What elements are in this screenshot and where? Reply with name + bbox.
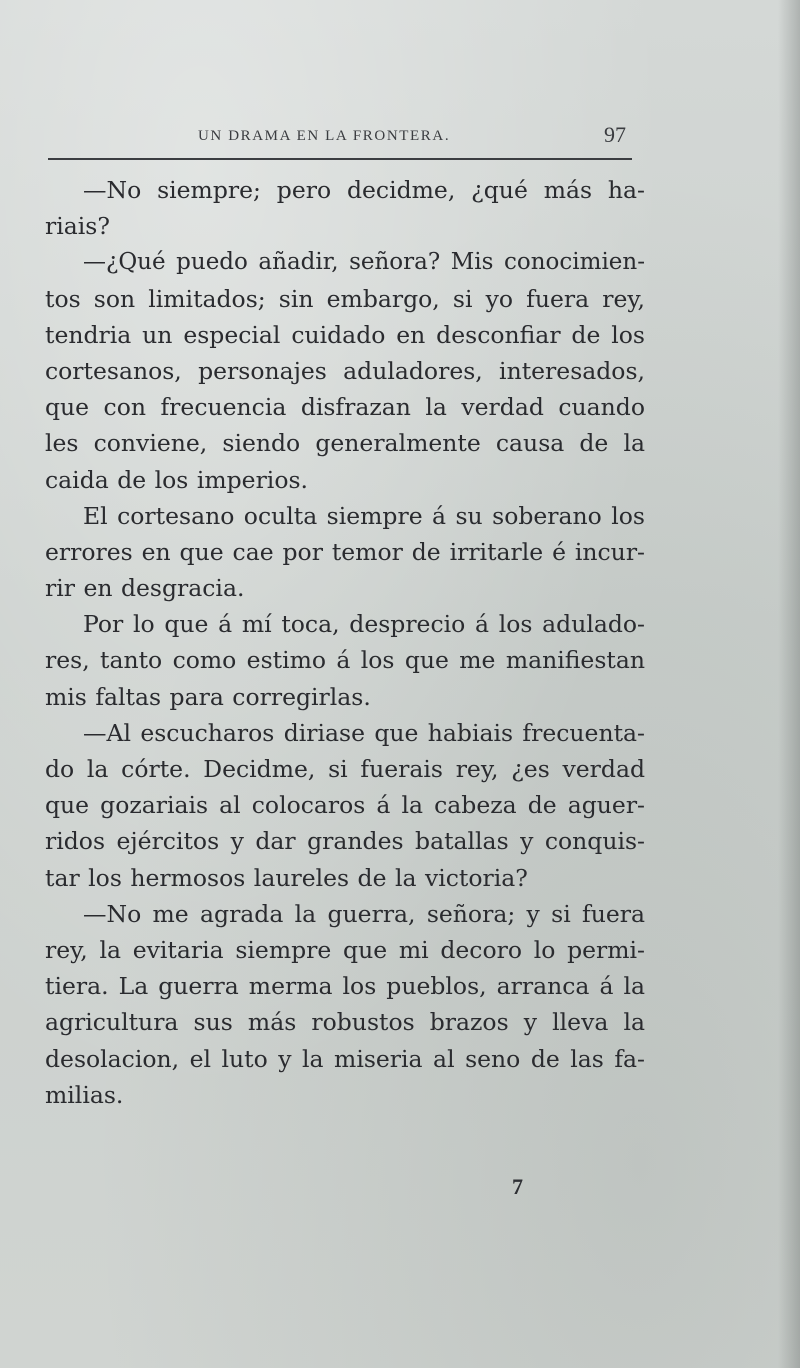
text-line: riais? [45, 212, 110, 241]
text-line: ridos ejércitos y dar grandes batallas y conquis- [45, 827, 645, 856]
text-line: que con frecuencia disfrazan la verdad cuando [45, 393, 645, 422]
text-line: —¿Qué puedo añadir, señora? Mis conocimien- [83, 249, 645, 276]
body-text [45, 172, 645, 1113]
text-line: errores en que cae por temor de irritarle é incur- [45, 537, 645, 566]
text-line: rey, la evitaria siempre que mi decoro lo permi- [45, 935, 645, 964]
text-line: agricultura sus más robustos brazos y lleva la [45, 1008, 645, 1037]
signature-mark: 7 [512, 1174, 523, 1199]
text-line: les conviene, siendo generalmente causa de la [45, 429, 645, 458]
text-line: tiera. La guerra merma los pueblos, arranca á la [45, 972, 645, 1001]
text-line: milias. [45, 1080, 124, 1109]
text-line: Por lo que á mí toca, desprecio á los adulado- [83, 610, 645, 639]
text-line: mis faltas para corregirlas. [45, 682, 371, 711]
page-edge-shadow [778, 0, 800, 1368]
text-line: que gozariais al colocaros á la cabeza de aguer- [45, 791, 645, 820]
text-line: caida de los imperios. [45, 465, 309, 494]
text-line: do la córte. Decidme, si fuerais rey, ¿es verdad [45, 755, 645, 783]
running-title: UN DRAMA EN LA FRONTERA. [198, 128, 451, 144]
text-line: —No siempre; pero decidme, ¿qué más ha- [83, 176, 645, 204]
text-line: tendria un especial cuidado en desconfiar de los [45, 320, 645, 349]
header-rule [48, 158, 632, 160]
text-line: —Al escucharos diriase que habiais frecuenta- [83, 718, 645, 747]
text-line: res, tanto como estimo á los que me manifiestan [45, 646, 645, 675]
running-head [48, 122, 630, 154]
text-line: El cortesano oculta siempre á su soberano los [83, 501, 645, 530]
text-line: rir en desgracia. [45, 574, 245, 603]
text-line: tar los hermosos laureles de la victoria? [45, 863, 528, 892]
text-line: —No me agrada la guerra, señora; y si fuera [83, 899, 645, 928]
page-number: 97 [604, 122, 626, 147]
text-line: cortesanos, personajes aduladores, interesados, [45, 356, 645, 385]
text-line: tos son limitados; sin embargo, si yo fuera rey, [45, 284, 645, 313]
text-line: desolacion, el luto y la miseria al seno de las fa- [45, 1044, 645, 1073]
